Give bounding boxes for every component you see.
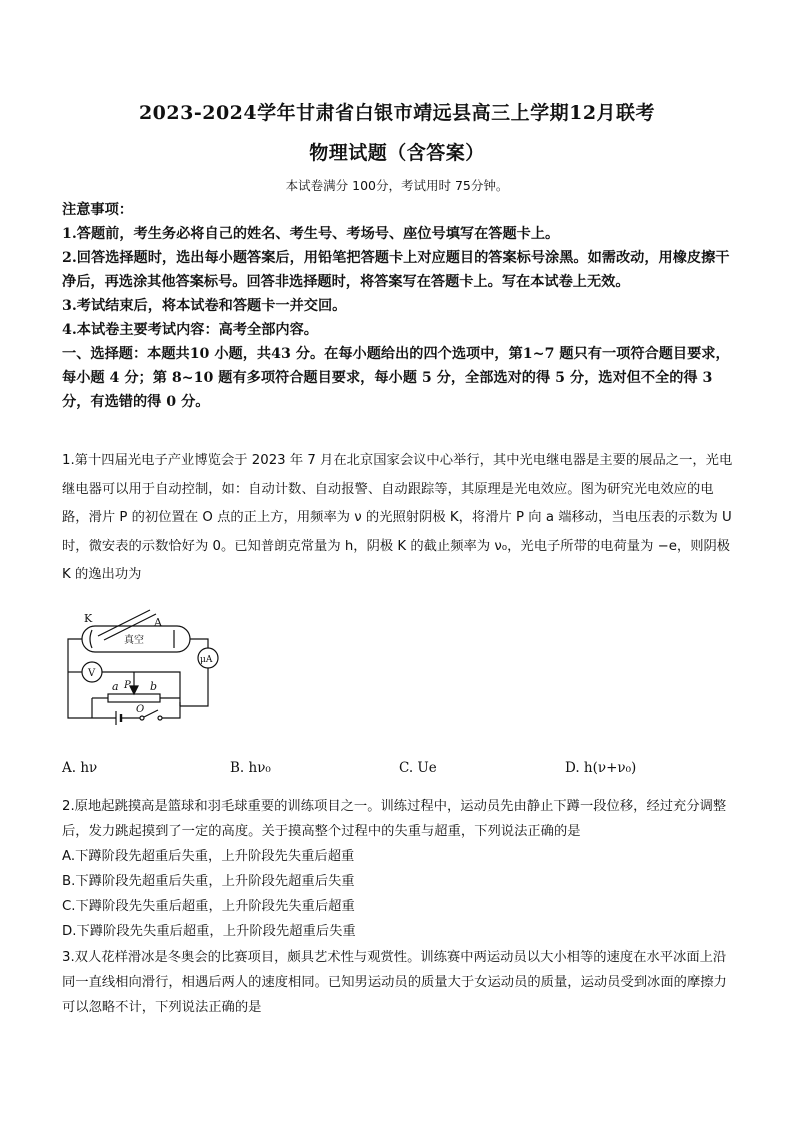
question-3: [62, 945, 734, 1020]
note-item: 3.考试结束后，将本试卷和答题卡一并交回。: [62, 298, 347, 314]
option-a[interactable]: A.下蹲阶段先超重后失重，上升阶段先失重后超重: [62, 849, 355, 864]
question-1-options: [62, 760, 734, 786]
light-ray: [98, 610, 150, 636]
label-b: b: [150, 680, 158, 693]
notes-heading: 注意事项：: [62, 202, 133, 218]
note-item: 1.答题前，考生务必将自己的姓名、考生号、考场号、座位号填写在答题卡上。: [62, 226, 560, 242]
label-anode: A: [154, 616, 162, 629]
question-1-text: 1.第十四届光电子产业博览会于 2023 年 7 月在北京国家会议中心举行，其中光电继电器是主要的展品之一，光电继电器可以用于自动控制，如：自动计数、自动报警、自动跟踪等，其原理是光电效应。图为研究光电效应的电路，滑片 P 的初位置在 O 点的正上方，用频率为 ν 的光照射阴极 K，将滑片 P 向 a 端移动，当电压表的示数为 U 时，微安表的示数恰好为 0。已知普朗克常量为 h，阴极 K 的截止频率为 ν₀，光电子所带的电荷量为 −e，则阴极 K 的逸出功为: [62, 453, 733, 582]
switch-lever: [144, 710, 158, 717]
switch-contact: [140, 716, 144, 720]
section-instructions: 一、选择题：本题共10 小题，共43 分。在每小题给出的四个选项中，第1~7 题只有一项符合题目要求，每小题 4 分；第 8~10 题有多项符合题目要求，每小题 5 分，全部选对的得 5 分，选对但不全的得 3 分，有选错的得 0 分。: [62, 346, 730, 410]
question-2: [62, 794, 734, 944]
option-a[interactable]: A. hν: [62, 760, 98, 776]
option-b[interactable]: B. hν₀: [230, 760, 271, 776]
cathode-plate: [90, 630, 92, 648]
label-p: P: [124, 680, 131, 691]
option-b[interactable]: B.下蹲阶段先超重后失重，上升阶段先超重后失重: [62, 874, 355, 889]
label-vacuum: 真空: [124, 635, 144, 646]
exam-info: 本试卷满分 100分，考试用时 75分钟。: [285, 178, 509, 193]
label-a: a: [112, 680, 119, 693]
question-2-text: 2.原地起跳摸高是篮球和羽毛球重要的训练项目之一。训练过程中，运动员先由静止下蹲一段位移，经过充分调整后，发力跳起摸到了一定的高度。关于摸高整个过程中的失重与超重，下列说法正确的是: [62, 799, 727, 839]
question-3-text: 3.双人花样滑冰是冬奥会的比赛项目，颇具艺术性与观赏性。训练赛中两运动员以大小相等的速度在水平冰面上沿同一直线相向滑行，相遇后两人的速度相同。已知男运动员的质量大于女运动员的质量，运动员受到冰面的摩擦力可以忽略不计，下列说法正确的是: [62, 950, 727, 1015]
question-1: [62, 447, 734, 590]
option-d[interactable]: D. h(ν+ν₀): [565, 760, 637, 776]
switch-contact: [158, 716, 162, 720]
exam-title-line1: 2023-2024学年甘肃省白银市靖远县高三上学期12月联考: [138, 102, 656, 124]
option-c[interactable]: C.下蹲阶段先失重后超重，上升阶段先失重后超重: [62, 899, 355, 914]
slider-p: [130, 686, 138, 694]
label-microammeter: μA: [200, 655, 213, 665]
note-item: 2.回答选择题时，选出每小题答案后，用铅笔把答题卡上对应题目的答案标号涂黑。如需改动，用橡皮擦干净后，再选涂其他答案标号。回答非选择题时，将答案写在答题卡上。写在本试卷上无效。: [62, 250, 730, 290]
label-o: O: [136, 704, 145, 715]
exam-title-line2: 物理试题（含答案）: [309, 142, 485, 164]
notes-section: [62, 198, 734, 414]
option-c[interactable]: C. Ue: [399, 760, 437, 776]
option-d[interactable]: D.下蹲阶段先失重后超重，上升阶段先超重后失重: [62, 924, 356, 939]
note-item: 4.本试卷主要考试内容：高考全部内容。: [62, 322, 318, 338]
label-k: K: [84, 612, 93, 625]
photoelectric-circuit-diagram: [62, 606, 222, 746]
label-voltmeter: V: [88, 668, 96, 679]
